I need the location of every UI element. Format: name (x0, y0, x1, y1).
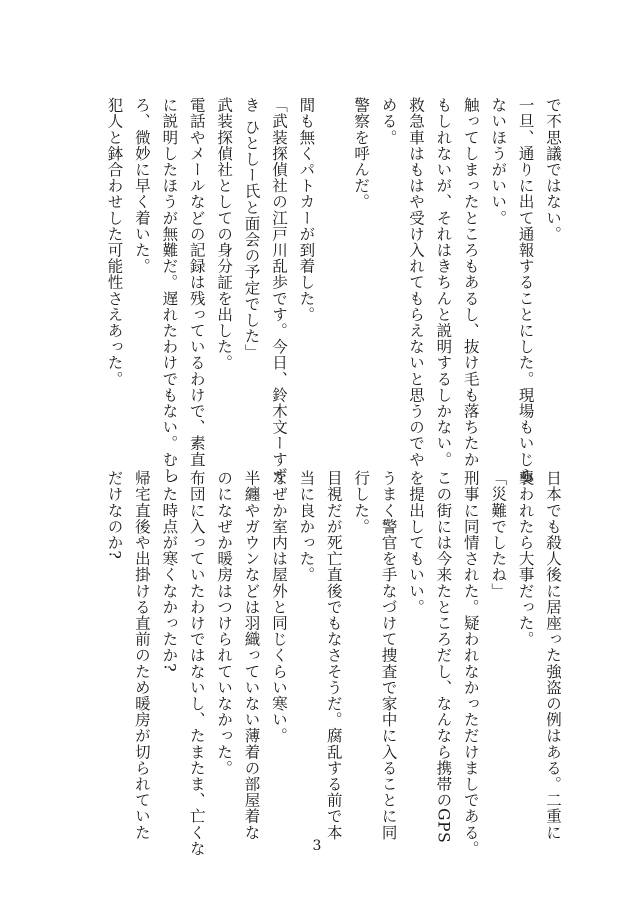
text-line: で不思議ではない。 (544, 97, 562, 242)
page-number: 3 (312, 838, 322, 854)
text-line: った時点が寒くなかったか? (160, 470, 179, 673)
upper-text-block (100, 97, 566, 484)
blank-line (319, 97, 346, 457)
text-line: 「武装探偵社の江戸川乱歩です。今日、鈴木文ーすず (269, 97, 288, 484)
text-line: うまく警官を手なづけて捜査で家中に入ることに同 (379, 470, 398, 841)
text-line: もしれないが、それはきちんと説明するしかない。 (434, 97, 453, 468)
text-line: 触ってしまったところもあるし、抜け毛も落ちたか (461, 97, 480, 468)
text-line: 布団に入っていたわけではないし、たまたま、亡くな (187, 470, 206, 857)
text-line: 半纏やガウンなどは羽織っていない薄着の部屋着な (242, 470, 261, 841)
text-line: だけなのか? (105, 470, 124, 560)
text-line: ないほうがいい。 (489, 97, 508, 226)
text-line: ろ、微妙に早く着いた。 (132, 97, 151, 275)
text-line: 目視だが死亡直後でもなさそうだ。腐乱する前で本 (324, 470, 343, 841)
text-line: なぜか室内は屋外と同じくらい寒い。 (269, 470, 288, 744)
text-line: に説明したほうが無難だ。遅れたわけでもない。むし (160, 97, 179, 484)
text-line: のになぜか暖房はつけられていなかった。 (215, 470, 234, 776)
lower-text-block (100, 470, 566, 857)
text-line: 帰宅直後や出掛ける直前のため暖房が切られていた (132, 470, 151, 841)
text-line: 救急車はもはや受け入れてもらえないと思うのでや (406, 97, 425, 468)
text-line: 襲われたら大事だった。 (516, 470, 535, 648)
text-line: 「災難でしたね」 (489, 470, 508, 599)
text-line: この街には今来たところだし、なんなら携帯のGPS (434, 470, 453, 844)
text-line: 当に良かった。 (297, 470, 316, 583)
text-line: 一旦、通りに出て通報することにした。現場もいじら (516, 97, 535, 484)
text-line: める。 (379, 97, 398, 146)
text-line: 間も無くパトカーが到着した。 (297, 97, 316, 323)
text-line: を提出してもいい。 (406, 470, 425, 615)
text-line: 警察を呼んだ。 (352, 97, 371, 210)
text-line: 刑事に同情された。疑われなかっただけましである。 (461, 470, 480, 857)
text-line: 武装探偵社としての身分証を出した。 (215, 97, 234, 371)
text-line: き ひとしー氏と面会の予定でした」 (242, 97, 261, 361)
text-line: 日本でも殺人後に居座った強盗の例はある。二重に (544, 470, 562, 841)
text-line: 行した。 (352, 470, 371, 535)
text-line: 電話やメールなどの記録は残っているわけで、素直 (187, 97, 206, 468)
text-line: 犯人と鉢合わせした可能性さえあった。 (105, 97, 124, 387)
